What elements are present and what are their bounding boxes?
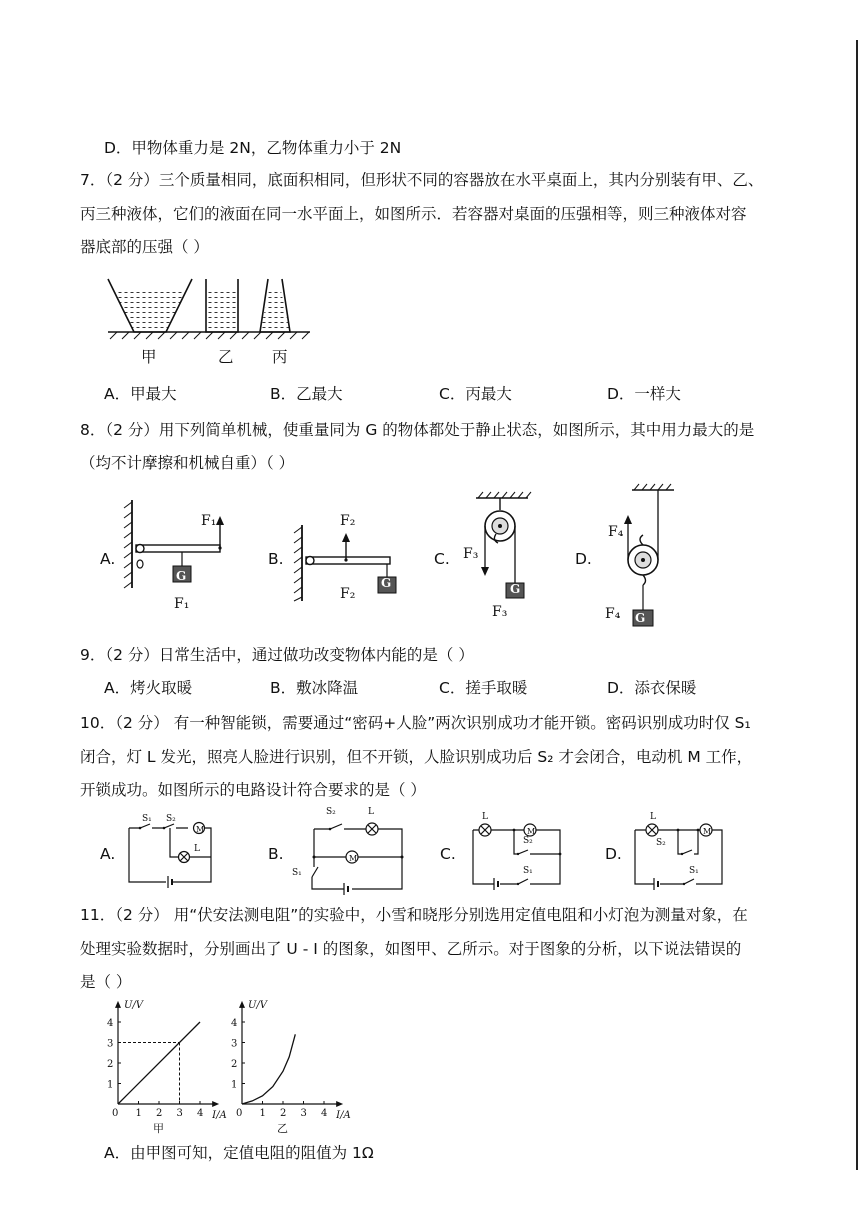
svg-text:M: M [527,827,536,836]
q8-letter-a: A. [100,550,116,568]
q10-a-s2: S₂ [166,814,176,824]
chart-yi-y-tick-label: 2 [231,1059,238,1070]
q10-letter-c: C. [440,845,456,863]
q11-line-3: 是（ ） [80,973,132,991]
q10-b-lamp: L [368,807,374,817]
q8-b-force-label: F₂ [340,513,356,529]
q11-option-a: A．由甲图可知，定值电阻的阻值为 1Ω [104,1144,374,1162]
chart-yi-title: 乙 [277,1122,288,1135]
q10-a-s1: S₁ [142,814,152,824]
chart-jia-x-tick-label: 3 [176,1108,183,1119]
chart-jia-y-tick-label: 4 [107,1018,114,1029]
q7-label-bing: 丙 [272,348,288,366]
chart-jia-x-tick-label: 0 [112,1108,119,1119]
q8-b-force-label-below: F₂ [340,586,356,602]
svg-text:M: M [196,825,205,834]
chart-yi-y-tick-label: 3 [231,1038,238,1050]
q8-letter-b: B. [268,550,284,568]
q8-c-force-label: F₃ [463,546,479,562]
q10-c-s2: S₂ [523,836,533,846]
q8-line-2: （均不计摩擦和机械自重）（ ） [80,454,295,472]
q8-d-force-label: F₄ [608,524,624,540]
chart-jia-title: 甲 [153,1122,164,1135]
q9-option-b: B．敷冰降温 [270,679,359,697]
chart-yi-series-line [242,1034,295,1104]
q10-line-2: 闭合，灯 L 发光，照亮人脸进行识别，但不开锁，人脸识别成功后 S₂ 才会闭合，电动机 M 工作， [80,748,753,766]
q7-option-d: D．一样大 [607,385,681,403]
q10-a-lamp: L [194,844,200,854]
chart-yi-x-tick-label: 3 [300,1108,307,1119]
q8-b-weight: G [381,576,392,590]
chart-jia-y-tick-label: 3 [107,1038,114,1050]
q10-letter-a: A. [100,845,116,863]
q7-label-jia: 甲 [141,348,157,366]
q7-label-yi: 乙 [218,348,234,366]
q10-b-s2: S₂ [326,807,336,817]
q9-option-c: C．搓手取暖 [439,679,528,697]
chart-jia-y-arrow [115,1001,121,1008]
q10-d-s1: S₁ [689,866,699,876]
q10-letter-d: D. [605,845,622,863]
chart-yi-x-tick-label: 2 [280,1108,287,1119]
q8-c-weight: G [510,582,521,596]
chart-jia-x-tick-label: 2 [156,1108,163,1119]
svg-text:M: M [349,854,358,863]
q9-line: 9．（2 分）日常生活中，通过做功改变物体内能的是（ ） [80,646,474,664]
q9-option-a: A．烤火取暖 [104,679,193,697]
q8-letter-c: C. [434,550,450,568]
chart-jia-y-tick-label: 1 [107,1079,114,1091]
q8-line-1: 8．（2 分）用下列简单机械，使重量同为 G 的物体都处于静止状态，如图所示，其中用力最大的是 [80,421,755,439]
chart-yi-y-tick-label: 1 [231,1079,238,1091]
chart-yi-x-tick-label: 4 [321,1108,328,1119]
q7-option-b: B．乙最大 [270,385,343,403]
q11-line-2: 处理实验数据时，分别画出了 U - I 的图象，如图甲、乙所示。对于图象的分析，以下说法错误的 [80,940,742,958]
q8-a-force-label: F₁ [201,513,217,529]
q8-d-force-label-below: F₄ [605,606,621,622]
chart-jia-x-arrow [212,1101,219,1107]
q7-line-3: 器底部的压强（ ） [80,238,209,256]
q8-c-force-label-below: F₃ [492,604,508,620]
q8-d-weight: G [635,611,646,625]
q7-line-1: 7．（2 分）三个质量相同，底面积相同，但形状不同的容器放在水平桌面上，其内分别装有甲、乙、 [80,171,764,189]
chart-yi-y-arrow [239,1001,245,1008]
q10-d-lamp: L [650,812,656,822]
q8-a-weight: G [176,569,187,583]
q6-option-d: D．甲物体重力是 2N，乙物体重力小于 2N [104,139,402,157]
q8-letter-d: D. [575,550,592,568]
chart-jia-series-line [118,1022,200,1104]
chart-yi-x-tick-label: 0 [236,1108,243,1119]
q7-option-a: A．甲最大 [104,385,177,403]
q11-line-1: 11．（2 分） 用“伏安法测电阻”的实验中，小雪和晓彤分别选用定值电阻和小灯泡为测量对象，在 [80,906,748,924]
q10-line-3: 开锁成功。如图所示的电路设计符合要求的是（ ） [80,781,426,799]
q7-option-c: C．丙最大 [439,385,512,403]
q10-line-1: 10．（2 分） 有一种智能锁，需要通过“密码+人脸”两次识别成功才能开锁。密码识别成功时仅 S₁ [80,714,751,732]
chart-jia-x-tick-label: 1 [135,1108,142,1119]
chart-yi-x-axis-label: I/A [336,1110,351,1121]
chart-jia-y-axis-label: U/V [124,999,144,1011]
chart-yi-y-tick-label: 4 [231,1018,238,1029]
chart-yi [222,1000,362,1135]
q7-line-2: 丙三种液体，它们的液面在同一水平面上，如图所示．若容器对桌面的压强相等，则三种液体对容 [80,205,747,223]
q10-circuit-d [632,820,727,888]
q10-circuit-b [304,815,408,893]
page-edge [856,40,858,1170]
chart-jia-x-tick-label: 4 [197,1108,204,1119]
q10-letter-b: B. [268,845,284,863]
q8-a-force-label-below: F₁ [174,596,190,612]
chart-jia [98,1000,238,1135]
chart-jia-y-tick-label: 2 [107,1059,114,1070]
q10-c-s1: S₁ [523,866,533,876]
chart-jia-x-axis-label: I/A [212,1110,227,1121]
q8-movable-pulley-figure [618,482,688,632]
svg-text:M: M [703,827,712,836]
q9-option-d: D．添衣保暖 [607,679,697,697]
q10-d-s2: S₂ [656,838,666,848]
chart-yi-y-axis-label: U/V [248,999,268,1011]
q10-b-s1: S₁ [292,868,302,878]
q10-circuit-a [126,815,216,887]
q10-circuit-c [470,820,565,888]
q10-c-lamp: L [482,812,488,822]
chart-yi-x-arrow [336,1101,343,1107]
chart-yi-x-tick-label: 1 [259,1108,266,1119]
